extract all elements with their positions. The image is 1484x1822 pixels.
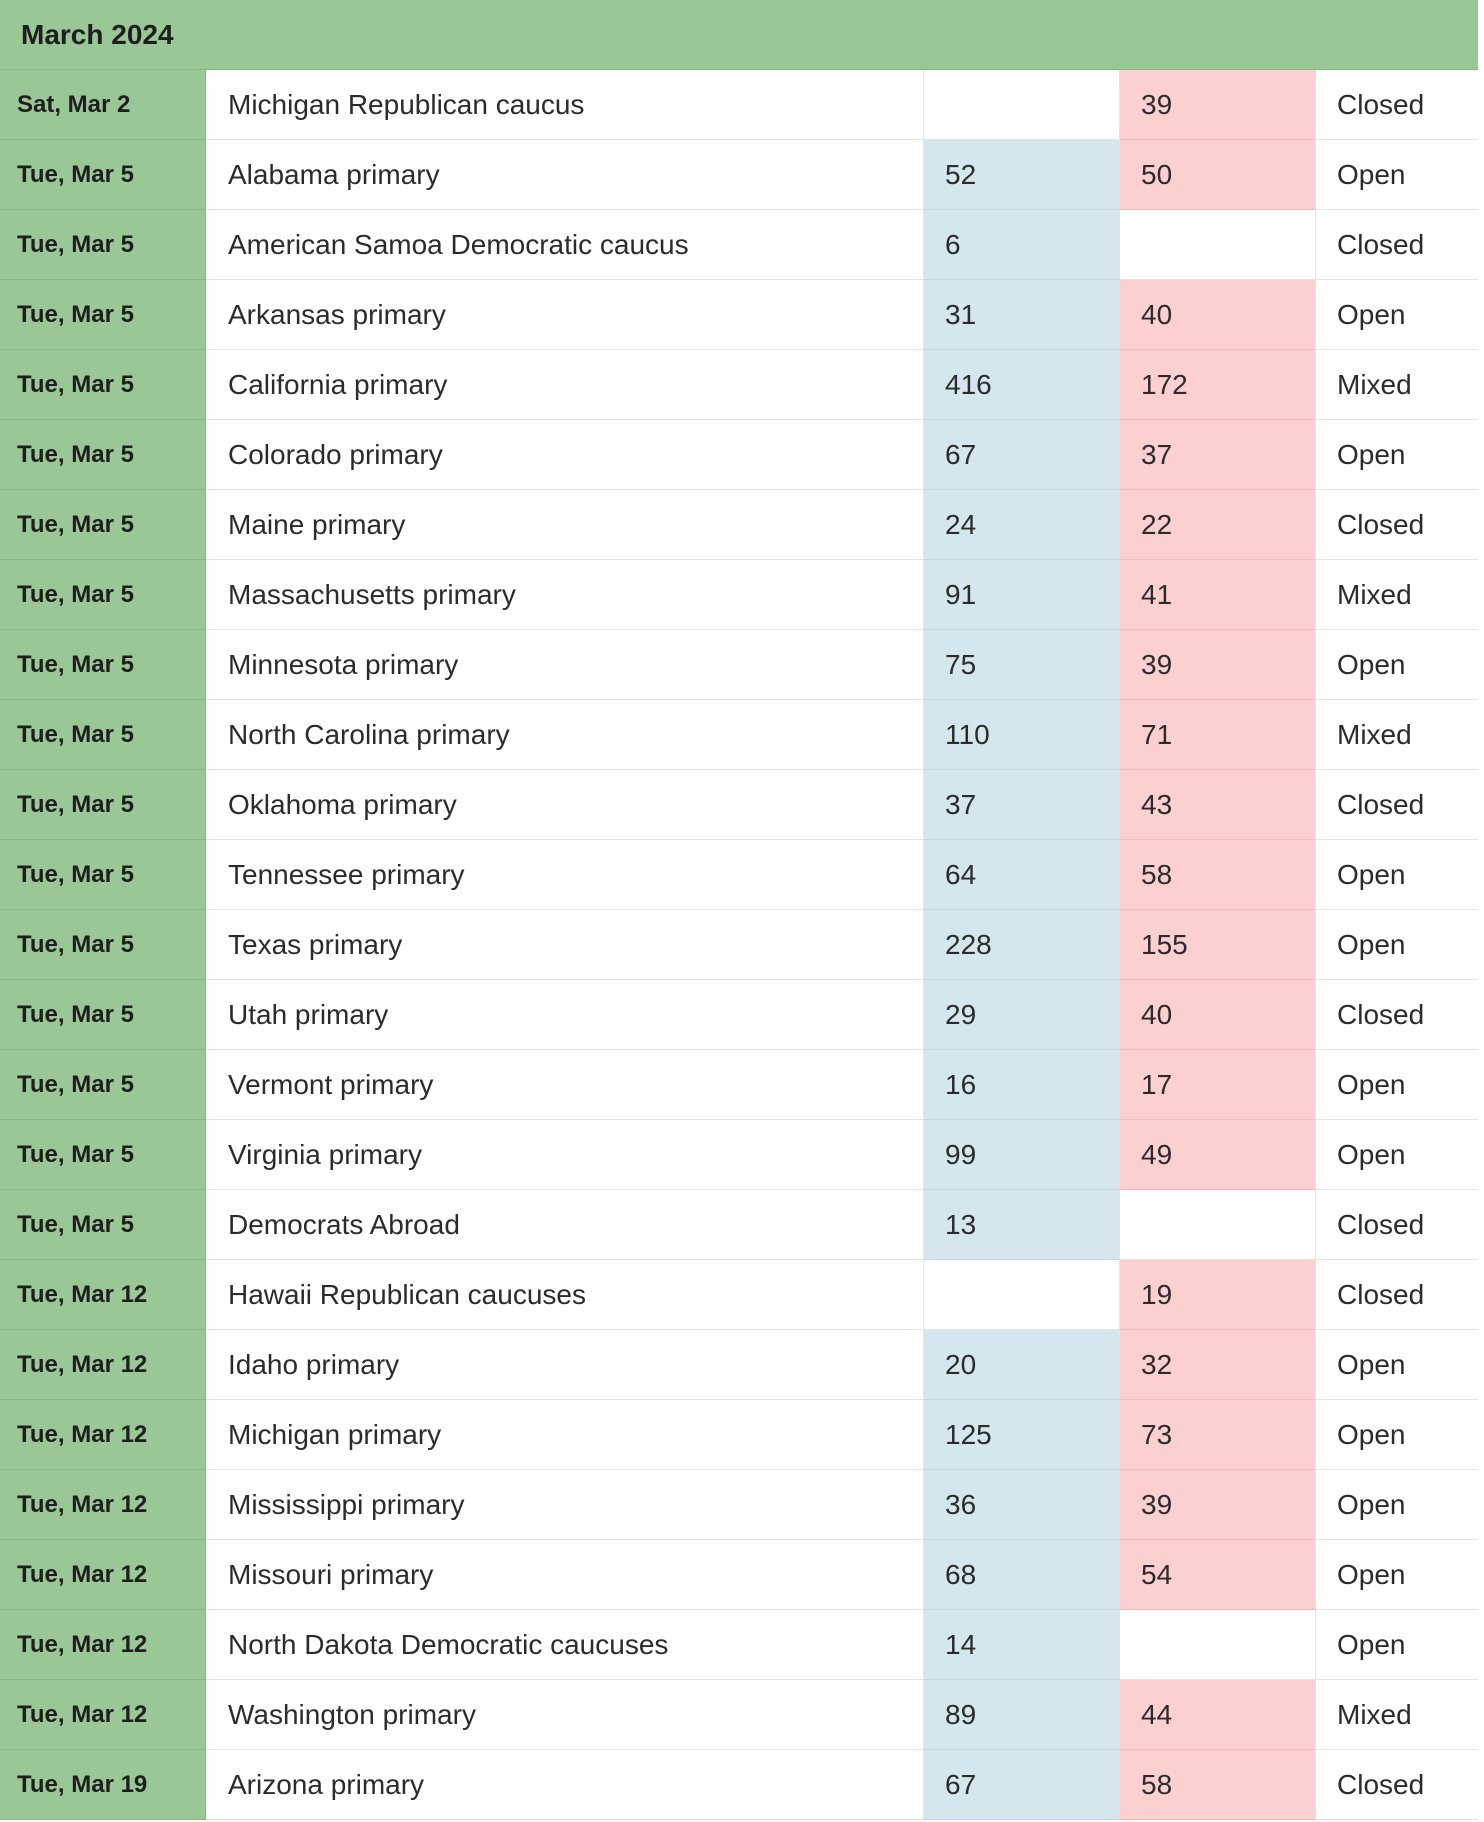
date-cell: Tue, Mar 12	[0, 1400, 206, 1470]
date-cell: Tue, Mar 5	[0, 1050, 206, 1120]
event-cell: Arizona primary	[206, 1750, 924, 1820]
democratic-delegates-cell: 16	[924, 1050, 1120, 1120]
contest-type-cell: Open	[1316, 1330, 1478, 1400]
event-cell: Minnesota primary	[206, 630, 924, 700]
republican-delegates-cell: 50	[1120, 140, 1316, 210]
table-row	[0, 1400, 1478, 1470]
contest-type-cell: Closed	[1316, 770, 1478, 840]
democratic-delegates-cell: 68	[924, 1540, 1120, 1610]
democratic-delegates-cell: 36	[924, 1470, 1120, 1540]
date-cell: Tue, Mar 5	[0, 140, 206, 210]
republican-delegates-cell: 39	[1120, 630, 1316, 700]
contest-type-cell: Open	[1316, 1120, 1478, 1190]
table-row	[0, 1330, 1478, 1400]
table-row	[0, 1190, 1478, 1260]
democratic-delegates-cell: 89	[924, 1680, 1120, 1750]
democratic-delegates-cell: 75	[924, 630, 1120, 700]
table-row	[0, 70, 1478, 140]
democratic-delegates-cell: 99	[924, 1120, 1120, 1190]
contest-type-cell: Open	[1316, 420, 1478, 490]
date-cell: Tue, Mar 5	[0, 1190, 206, 1260]
event-cell: Democrats Abroad	[206, 1190, 924, 1260]
democratic-delegates-cell: 228	[924, 910, 1120, 980]
date-cell: Tue, Mar 5	[0, 840, 206, 910]
contest-type-cell: Mixed	[1316, 700, 1478, 770]
section-header	[0, 0, 1478, 70]
date-cell: Tue, Mar 5	[0, 910, 206, 980]
republican-delegates-cell: 17	[1120, 1050, 1316, 1120]
event-cell: Mississippi primary	[206, 1470, 924, 1540]
contest-type-cell: Open	[1316, 140, 1478, 210]
democratic-delegates-cell: 67	[924, 1750, 1120, 1820]
date-cell: Tue, Mar 12	[0, 1330, 206, 1400]
contest-type-cell: Open	[1316, 280, 1478, 350]
republican-delegates-cell: 71	[1120, 700, 1316, 770]
table-row	[0, 1470, 1478, 1540]
event-cell: Washington primary	[206, 1680, 924, 1750]
table-row	[0, 280, 1478, 350]
contest-type-cell: Closed	[1316, 980, 1478, 1050]
date-cell: Tue, Mar 5	[0, 280, 206, 350]
republican-delegates-cell: 40	[1120, 280, 1316, 350]
table-row	[0, 700, 1478, 770]
contest-type-cell: Open	[1316, 1470, 1478, 1540]
table-row	[0, 210, 1478, 280]
democratic-delegates-cell	[924, 1260, 1120, 1330]
date-cell: Sat, Mar 2	[0, 70, 206, 140]
table-row	[0, 1750, 1478, 1820]
republican-delegates-cell: 32	[1120, 1330, 1316, 1400]
democratic-delegates-cell: 110	[924, 700, 1120, 770]
date-cell: Tue, Mar 12	[0, 1680, 206, 1750]
table-row	[0, 1610, 1478, 1680]
event-cell: Maine primary	[206, 490, 924, 560]
event-cell: Arkansas primary	[206, 280, 924, 350]
date-cell: Tue, Mar 5	[0, 980, 206, 1050]
date-cell: Tue, Mar 5	[0, 630, 206, 700]
table-row	[0, 490, 1478, 560]
event-cell: Missouri primary	[206, 1540, 924, 1610]
event-cell: American Samoa Democratic caucus	[206, 210, 924, 280]
democratic-delegates-cell: 13	[924, 1190, 1120, 1260]
democratic-delegates-cell: 24	[924, 490, 1120, 560]
contest-type-cell: Closed	[1316, 210, 1478, 280]
date-cell: Tue, Mar 19	[0, 1750, 206, 1820]
table-row	[0, 910, 1478, 980]
republican-delegates-cell	[1120, 1190, 1316, 1260]
democratic-delegates-cell: 37	[924, 770, 1120, 840]
democratic-delegates-cell: 20	[924, 1330, 1120, 1400]
table-row	[0, 770, 1478, 840]
date-cell: Tue, Mar 5	[0, 490, 206, 560]
table-row	[0, 1680, 1478, 1750]
republican-delegates-cell: 39	[1120, 1470, 1316, 1540]
date-cell: Tue, Mar 5	[0, 420, 206, 490]
democratic-delegates-cell: 14	[924, 1610, 1120, 1680]
table-row	[0, 1120, 1478, 1190]
contest-type-cell: Open	[1316, 1540, 1478, 1610]
republican-delegates-cell: 49	[1120, 1120, 1316, 1190]
contest-type-cell: Open	[1316, 840, 1478, 910]
republican-delegates-cell: 58	[1120, 840, 1316, 910]
contest-type-cell: Mixed	[1316, 1680, 1478, 1750]
contest-type-cell: Mixed	[1316, 350, 1478, 420]
table-row	[0, 560, 1478, 630]
contest-type-cell: Closed	[1316, 1750, 1478, 1820]
date-cell: Tue, Mar 5	[0, 210, 206, 280]
republican-delegates-cell	[1120, 1610, 1316, 1680]
democratic-delegates-cell: 91	[924, 560, 1120, 630]
contest-type-cell: Closed	[1316, 490, 1478, 560]
date-cell: Tue, Mar 5	[0, 700, 206, 770]
contest-type-cell: Open	[1316, 1400, 1478, 1470]
republican-delegates-cell: 40	[1120, 980, 1316, 1050]
democratic-delegates-cell: 67	[924, 420, 1120, 490]
republican-delegates-cell: 37	[1120, 420, 1316, 490]
republican-delegates-cell: 22	[1120, 490, 1316, 560]
table-row	[0, 420, 1478, 490]
date-cell: Tue, Mar 12	[0, 1610, 206, 1680]
contest-type-cell: Closed	[1316, 1260, 1478, 1330]
democratic-delegates-cell: 416	[924, 350, 1120, 420]
republican-delegates-cell: 41	[1120, 560, 1316, 630]
table-body	[0, 70, 1478, 1820]
event-cell: California primary	[206, 350, 924, 420]
date-cell: Tue, Mar 12	[0, 1470, 206, 1540]
event-cell: Tennessee primary	[206, 840, 924, 910]
democratic-delegates-cell: 52	[924, 140, 1120, 210]
table-row	[0, 840, 1478, 910]
event-cell: Utah primary	[206, 980, 924, 1050]
republican-delegates-cell: 43	[1120, 770, 1316, 840]
contest-type-cell: Open	[1316, 1050, 1478, 1120]
contest-type-cell: Open	[1316, 630, 1478, 700]
event-cell: Hawaii Republican caucuses	[206, 1260, 924, 1330]
date-cell: Tue, Mar 5	[0, 560, 206, 630]
democratic-delegates-cell	[924, 70, 1120, 140]
event-cell: Vermont primary	[206, 1050, 924, 1120]
republican-delegates-cell: 73	[1120, 1400, 1316, 1470]
date-cell: Tue, Mar 12	[0, 1540, 206, 1610]
contest-type-cell: Mixed	[1316, 560, 1478, 630]
democratic-delegates-cell: 125	[924, 1400, 1120, 1470]
republican-delegates-cell: 19	[1120, 1260, 1316, 1330]
republican-delegates-cell: 58	[1120, 1750, 1316, 1820]
democratic-delegates-cell: 6	[924, 210, 1120, 280]
contest-type-cell: Open	[1316, 1610, 1478, 1680]
date-cell: Tue, Mar 5	[0, 1120, 206, 1190]
section-title: March 2024	[21, 18, 174, 50]
table-row	[0, 1260, 1478, 1330]
event-cell: Colorado primary	[206, 420, 924, 490]
republican-delegates-cell: 172	[1120, 350, 1316, 420]
event-cell: Oklahoma primary	[206, 770, 924, 840]
contest-type-cell: Open	[1316, 910, 1478, 980]
event-cell: Massachusetts primary	[206, 560, 924, 630]
contest-type-cell: Closed	[1316, 70, 1478, 140]
event-cell: North Dakota Democratic caucuses	[206, 1610, 924, 1680]
table-row	[0, 1050, 1478, 1120]
event-cell: North Carolina primary	[206, 700, 924, 770]
table-row	[0, 1540, 1478, 1610]
republican-delegates-cell: 54	[1120, 1540, 1316, 1610]
democratic-delegates-cell: 29	[924, 980, 1120, 1050]
contest-type-cell: Closed	[1316, 1190, 1478, 1260]
event-cell: Alabama primary	[206, 140, 924, 210]
democratic-delegates-cell: 64	[924, 840, 1120, 910]
table-row	[0, 140, 1478, 210]
date-cell: Tue, Mar 5	[0, 350, 206, 420]
table-row	[0, 350, 1478, 420]
democratic-delegates-cell: 31	[924, 280, 1120, 350]
event-cell: Michigan Republican caucus	[206, 70, 924, 140]
event-cell: Michigan primary	[206, 1400, 924, 1470]
date-cell: Tue, Mar 12	[0, 1260, 206, 1330]
event-cell: Idaho primary	[206, 1330, 924, 1400]
republican-delegates-cell: 39	[1120, 70, 1316, 140]
republican-delegates-cell	[1120, 210, 1316, 280]
event-cell: Virginia primary	[206, 1120, 924, 1190]
event-cell: Texas primary	[206, 910, 924, 980]
date-cell: Tue, Mar 5	[0, 770, 206, 840]
table-row	[0, 980, 1478, 1050]
table-row	[0, 630, 1478, 700]
republican-delegates-cell: 44	[1120, 1680, 1316, 1750]
republican-delegates-cell: 155	[1120, 910, 1316, 980]
